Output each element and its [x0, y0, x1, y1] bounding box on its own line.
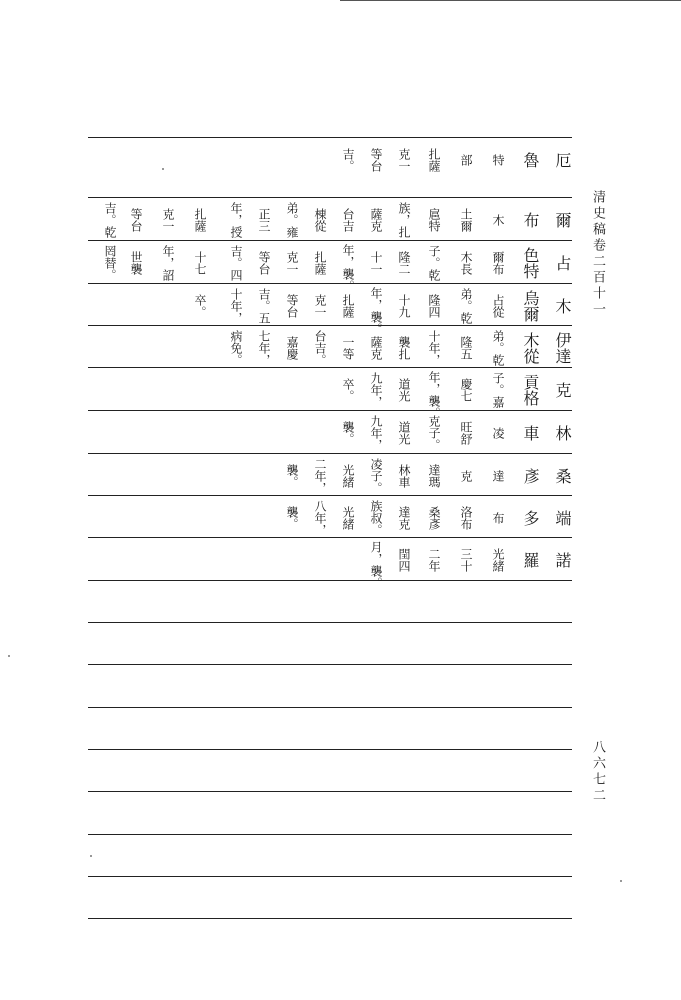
- table-cell: 桑彥: [427, 506, 441, 530]
- table-cell: 族，扎: [397, 202, 411, 238]
- table-cell: 正三: [257, 208, 271, 232]
- table-cell: 薩克: [369, 208, 383, 232]
- table-rule: [88, 240, 572, 241]
- table-cell: 年，襲。: [369, 287, 383, 335]
- table-cell: 七年，: [257, 330, 271, 366]
- table-cell: 克一: [313, 294, 327, 318]
- table-cell: 十年，: [427, 330, 441, 366]
- table-cell: 弟。乾: [491, 330, 505, 366]
- table-cell: 桑: [553, 468, 572, 484]
- table-rule: [88, 367, 572, 368]
- speck: [90, 855, 92, 857]
- speck: [8, 655, 10, 657]
- table-cell: 彥: [521, 468, 540, 484]
- table-rule: [88, 749, 572, 750]
- table-cell: 等台: [285, 294, 299, 318]
- table-cell: 車: [521, 425, 540, 441]
- table-cell: 光緒: [341, 506, 355, 530]
- table-cell: 魯: [521, 152, 540, 168]
- table-cell: 閏四: [397, 548, 411, 572]
- table-cell: 二年，: [313, 458, 327, 494]
- table-cell: 子。嘉: [491, 372, 505, 408]
- table-cell: 特: [491, 154, 505, 166]
- table-cell: 布: [491, 512, 505, 524]
- table-cell: 八年，: [313, 500, 327, 536]
- table-cell: 色特: [521, 247, 540, 279]
- table-cell: 嘉慶: [285, 336, 299, 360]
- table-cell: 台吉: [341, 208, 355, 232]
- table-cell: 年，詔: [161, 245, 175, 281]
- table-cell: 爾: [553, 212, 572, 228]
- table-cell: 克一: [285, 251, 299, 275]
- table-cell: 一等: [341, 336, 355, 360]
- table-cell: 十九: [397, 294, 411, 318]
- table-cell: 林: [553, 425, 572, 441]
- table-cell: 克一: [161, 208, 175, 232]
- table-cell: 台吉。: [313, 330, 327, 366]
- table-rule: [88, 834, 572, 835]
- table-cell: 隆五: [459, 336, 473, 360]
- table-cell: 道光: [397, 378, 411, 402]
- table-cell: 九年，: [369, 372, 383, 408]
- table-cell: 烏爾: [521, 290, 540, 322]
- top-border: [340, 0, 681, 1]
- speck: [620, 880, 622, 882]
- table-cell: 旺舒: [459, 421, 473, 445]
- table-cell: 二年: [427, 548, 441, 572]
- table-cell: 扎薩: [427, 148, 441, 172]
- table-cell: 克子。: [427, 415, 441, 451]
- table-cell: 年，授: [229, 202, 243, 238]
- table-rule: [88, 453, 572, 454]
- table-cell: 吉。四: [229, 245, 243, 281]
- table-cell: 族叔。: [369, 500, 383, 536]
- table-cell: 吉。乾: [103, 202, 117, 238]
- table-cell: 木長: [459, 251, 473, 275]
- table-cell: 克: [553, 382, 572, 398]
- table-cell: 年，襲。: [427, 371, 441, 419]
- table-cell: 襲。: [285, 464, 299, 488]
- table-cell: 吉。: [341, 148, 355, 172]
- table-cell: 林車: [397, 464, 411, 488]
- table-cell: 等台: [257, 251, 271, 275]
- table-cell: 卒。: [193, 294, 207, 318]
- table-cell: 九年，: [369, 415, 383, 451]
- table-cell: 占: [553, 255, 572, 271]
- table-cell: 達克: [397, 506, 411, 530]
- table-cell: 貢格: [521, 374, 540, 406]
- table-cell: 罔替。: [103, 245, 117, 281]
- table-rule: [88, 283, 572, 284]
- table-cell: 克: [459, 470, 473, 482]
- table-cell: 棟從: [313, 208, 327, 232]
- table-cell: 年，襲。: [341, 244, 355, 292]
- table-cell: 木: [491, 214, 505, 226]
- table-rule: [88, 707, 572, 708]
- table-cell: 襲。: [341, 421, 355, 445]
- table-cell: 木: [553, 298, 572, 314]
- table-rule: [88, 537, 572, 538]
- table-cell: 凌: [491, 427, 505, 439]
- table-cell: 襲。: [285, 506, 299, 530]
- table-cell: 薩克: [369, 336, 383, 360]
- table-cell: 占從: [491, 294, 505, 318]
- page-number: 八六七二: [590, 740, 605, 804]
- table-cell: 道光: [397, 421, 411, 445]
- table-rule: [88, 664, 572, 665]
- table-cell: 洛布: [459, 506, 473, 530]
- table-cell: 伊達: [553, 332, 572, 364]
- table-cell: 隆四: [427, 294, 441, 318]
- table-cell: 羅: [521, 552, 540, 568]
- table-cell: 端: [553, 510, 572, 526]
- table-rule: [88, 410, 572, 411]
- table-cell: 布: [521, 212, 540, 228]
- table-rule: [88, 791, 572, 792]
- table-rule: [88, 918, 572, 919]
- table-cell: 凌子。: [369, 458, 383, 494]
- table-cell: 慶七: [459, 378, 473, 402]
- table-rule: [88, 495, 572, 496]
- table-cell: 等台: [129, 208, 143, 232]
- table-cell: 多: [521, 510, 540, 526]
- table-rule: [88, 137, 572, 138]
- table-cell: 世襲: [129, 251, 143, 275]
- table-rule: [88, 197, 572, 198]
- table-cell: 子。乾: [427, 245, 441, 281]
- table-cell: 土爾: [459, 208, 473, 232]
- table-cell: 爾布: [491, 251, 505, 275]
- table-cell: 三十: [459, 548, 473, 572]
- table-cell: 弟。乾: [459, 288, 473, 324]
- table-cell: 扎薩: [341, 294, 355, 318]
- table-cell: 光緒: [491, 548, 505, 572]
- table-cell: 厄: [553, 152, 572, 168]
- table-cell: 十一: [369, 251, 383, 275]
- table-cell: 達瑪: [427, 464, 441, 488]
- table-cell: 木從: [521, 332, 540, 364]
- table-cell: 等台: [369, 148, 383, 172]
- table-cell: 月，襲。: [369, 541, 383, 589]
- table-cell: 部: [459, 154, 473, 166]
- table-rule: [88, 876, 572, 877]
- table-cell: 襲扎: [397, 336, 411, 360]
- table-cell: 克一: [397, 148, 411, 172]
- table-rule: [88, 622, 572, 623]
- table-cell: 光緒: [341, 464, 355, 488]
- table-cell: 十七: [193, 251, 207, 275]
- table-cell: 弟。雍: [285, 202, 299, 238]
- speck: [162, 168, 164, 170]
- table-cell: 達: [491, 470, 505, 482]
- table-cell: 扎薩: [193, 208, 207, 232]
- table-cell: 扎薩: [313, 251, 327, 275]
- table-cell: 吉。五: [257, 288, 271, 324]
- table-cell: 病免。: [229, 330, 243, 366]
- table-cell: 隆二: [397, 251, 411, 275]
- table-cell: 諾: [553, 552, 572, 568]
- table-cell: 卒。: [341, 378, 355, 402]
- table-cell: 十年，: [229, 288, 243, 324]
- book-title: 清史稿卷二百十一: [590, 190, 605, 318]
- table-rule: [88, 325, 572, 326]
- table-rule: [88, 580, 572, 581]
- table-cell: 扈特: [427, 208, 441, 232]
